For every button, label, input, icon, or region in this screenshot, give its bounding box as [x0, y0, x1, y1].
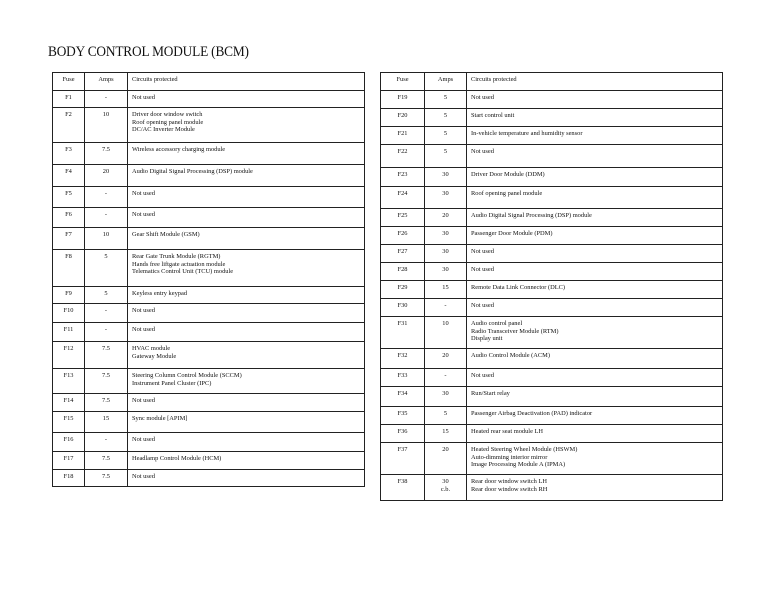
fuse-id: F13	[53, 369, 85, 394]
circuits-protected	[467, 245, 723, 263]
fuse-amps: 7.5	[85, 470, 128, 487]
fuse-id: F5	[53, 187, 85, 208]
circuit-line: Remote Data Link Connector (DLC)	[471, 284, 566, 291]
table-row	[381, 349, 723, 369]
fuse-id: F36	[381, 425, 425, 443]
circuits-protected	[128, 287, 365, 304]
circuit-line: Keyless entry keypad	[132, 290, 188, 297]
circuit-line: Wireless accessory charging module	[132, 146, 226, 153]
circuit-line: Not used	[471, 302, 494, 309]
fuse-id: F18	[53, 470, 85, 487]
circuits-protected	[467, 299, 723, 317]
circuit-line: Not used	[132, 397, 155, 404]
circuit-line: Not used	[471, 372, 494, 379]
circuit-line: Radio Transceiver Module (RTM)	[471, 327, 559, 335]
fuse-id: F28	[381, 263, 425, 281]
circuits-protected	[128, 470, 365, 487]
fuse-id: F20	[381, 109, 425, 127]
circuits-protected	[467, 425, 723, 443]
table-row	[381, 317, 723, 349]
fuse-id: F30	[381, 299, 425, 317]
header-amps: Amps	[85, 73, 128, 91]
fuse-amps: 5	[425, 109, 467, 127]
circuits-protected	[128, 208, 365, 228]
fuse-id: F23	[381, 168, 425, 187]
fuse-amps: 30	[425, 227, 467, 245]
circuit-line: Run/Start relay	[471, 390, 510, 397]
circuits-protected	[128, 412, 365, 433]
table-row	[53, 208, 365, 228]
circuits-protected	[467, 443, 723, 475]
circuits-protected	[467, 209, 723, 227]
table-row	[53, 304, 365, 323]
fuse-amps: 30	[425, 168, 467, 187]
circuit-line: Not used	[132, 211, 155, 218]
header-circuits: Circuits protected	[128, 73, 365, 91]
circuit-line: Not used	[132, 94, 155, 101]
table-row	[53, 250, 365, 287]
circuit-line: Not used	[471, 266, 494, 273]
fuse-id: F14	[53, 394, 85, 412]
fuse-amps: 20	[425, 349, 467, 369]
circuit-line: Passenger Airbag Deactivation (PAD) indicator	[471, 410, 593, 417]
fuse-id: F6	[53, 208, 85, 228]
fuse-amps: -	[85, 433, 128, 452]
fuse-id: F31	[381, 317, 425, 349]
page-title: BODY CONTROL MODULE (BCM)	[48, 44, 249, 60]
table-row	[53, 108, 365, 143]
fuse-id: F3	[53, 143, 85, 165]
circuit-line: Steering Column Control Module (SCCM)	[132, 372, 242, 379]
circuits-protected	[467, 127, 723, 145]
fuse-id: F19	[381, 91, 425, 109]
fuse-amps: 7.5	[85, 143, 128, 165]
fuse-id: F35	[381, 407, 425, 425]
table-row	[53, 287, 365, 304]
circuit-line: In-vehicle temperature and humidity sensor	[471, 130, 583, 137]
circuit-line: Start control unit	[471, 112, 515, 119]
fuse-amps: 10	[85, 228, 128, 250]
fuse-table-left-body	[53, 91, 365, 487]
fuse-id: F27	[381, 245, 425, 263]
circuit-line: Driver door window switch	[132, 111, 203, 118]
fuse-table-right	[380, 72, 723, 501]
fuse-amps: 30	[425, 387, 467, 407]
fuse-amps: -	[85, 187, 128, 208]
circuits-protected	[128, 165, 365, 187]
circuits-protected	[467, 369, 723, 387]
circuit-line: Sync module [APIM]	[132, 415, 188, 422]
table-row	[53, 187, 365, 208]
header-fuse: Fuse	[53, 73, 85, 91]
fuse-amps: -	[85, 208, 128, 228]
table-row	[381, 209, 723, 227]
circuits-protected	[128, 369, 365, 394]
fuse-amps: -	[85, 91, 128, 108]
circuits-protected	[128, 304, 365, 323]
circuits-protected	[128, 143, 365, 165]
fuse-id: F17	[53, 452, 85, 470]
circuit-line: Not used	[471, 148, 494, 155]
table-row	[53, 165, 365, 187]
table-row	[381, 168, 723, 187]
circuit-line: Not used	[132, 326, 155, 333]
circuits-protected	[467, 317, 723, 349]
circuits-protected	[128, 250, 365, 287]
table-header-row	[53, 73, 365, 91]
circuits-protected	[467, 263, 723, 281]
fuse-id: F22	[381, 145, 425, 168]
circuit-line: Heated rear seat module LH	[471, 428, 544, 435]
circuit-line: Auto-dimming interior mirror	[471, 453, 548, 461]
circuit-line: Not used	[471, 248, 494, 255]
fuse-amps: 5	[425, 407, 467, 425]
circuit-line: Not used	[471, 94, 494, 101]
fuse-id: F16	[53, 433, 85, 452]
circuit-line: Heated Steering Wheel Module (HSWM)	[471, 446, 578, 453]
table-row	[381, 127, 723, 145]
circuit-line: Driver Door Module (DDM)	[471, 171, 545, 178]
circuit-line: Display unit	[471, 335, 503, 343]
table-row	[381, 443, 723, 475]
table-row	[53, 433, 365, 452]
fuse-amps: 7.5	[85, 394, 128, 412]
fuse-id: F29	[381, 281, 425, 299]
circuits-protected	[128, 108, 365, 143]
circuit-line: Image Processing Module A (IPMA)	[471, 461, 566, 469]
fuse-amps: 5	[85, 287, 128, 304]
circuit-line: Audio control panel	[471, 320, 523, 327]
table-row	[53, 143, 365, 165]
fuse-amps: 20	[85, 165, 128, 187]
table-row	[381, 187, 723, 209]
fuse-id: F38	[381, 475, 425, 501]
table-row	[381, 227, 723, 245]
fuse-amps: 5	[425, 91, 467, 109]
circuits-protected	[128, 91, 365, 108]
circuit-line: Not used	[132, 190, 155, 197]
circuit-line: Roof opening panel module	[132, 118, 204, 126]
fuse-amps: 5	[425, 145, 467, 168]
circuits-protected	[128, 228, 365, 250]
circuits-protected	[467, 187, 723, 209]
fuse-id: F25	[381, 209, 425, 227]
fuse-amps: 30 c.b.	[425, 475, 467, 501]
circuit-line: Headlamp Control Module (HCM)	[132, 455, 222, 462]
fuse-table-left	[52, 72, 365, 487]
circuit-line: Audio Control Module (ACM)	[471, 352, 550, 359]
fuse-amps: 7.5	[85, 452, 128, 470]
fuse-amps: 7.5	[85, 342, 128, 369]
fuse-amps: -	[425, 369, 467, 387]
table-row	[53, 228, 365, 250]
circuit-line: Not used	[132, 473, 155, 480]
circuits-protected	[467, 109, 723, 127]
fuse-id: F7	[53, 228, 85, 250]
circuit-line: Not used	[132, 307, 155, 314]
fuse-id: F26	[381, 227, 425, 245]
circuits-protected	[467, 227, 723, 245]
table-row	[381, 281, 723, 299]
fuse-id: F8	[53, 250, 85, 287]
fuse-id: F24	[381, 187, 425, 209]
table-row	[381, 245, 723, 263]
circuits-protected	[128, 342, 365, 369]
circuit-line: Passenger Door Module (PDM)	[471, 230, 553, 237]
header-amps: Amps	[425, 73, 467, 91]
fuse-id: F12	[53, 342, 85, 369]
fuse-amps: 30	[425, 245, 467, 263]
table-header-row	[381, 73, 723, 91]
table-row	[53, 412, 365, 433]
circuit-line: Telematics Control Unit (TCU) module	[132, 268, 234, 276]
circuits-protected	[467, 168, 723, 187]
circuit-line: Not used	[132, 436, 155, 443]
fuse-amps: 30	[425, 263, 467, 281]
circuit-line: Rear door window switch RH	[471, 485, 548, 493]
circuits-protected	[467, 91, 723, 109]
circuit-line: Rear Gate Trunk Module (RGTM)	[132, 253, 221, 260]
table-row	[53, 452, 365, 470]
circuit-line: Hands free liftgate actuation module	[132, 260, 226, 268]
circuits-protected	[128, 452, 365, 470]
circuits-protected	[467, 145, 723, 168]
fuse-id: F21	[381, 127, 425, 145]
fuse-id: F34	[381, 387, 425, 407]
fuse-table-right-body	[381, 91, 723, 501]
fuse-id: F4	[53, 165, 85, 187]
table-row	[381, 299, 723, 317]
table-row	[53, 394, 365, 412]
fuse-id: F1	[53, 91, 85, 108]
circuits-protected	[128, 394, 365, 412]
circuits-protected	[128, 433, 365, 452]
table-row	[381, 263, 723, 281]
header-fuse: Fuse	[381, 73, 425, 91]
fuse-id: F10	[53, 304, 85, 323]
circuits-protected	[467, 475, 723, 501]
fuse-amps: 10	[85, 108, 128, 143]
fuse-amps: 20	[425, 443, 467, 475]
table-row	[53, 470, 365, 487]
circuits-protected	[128, 187, 365, 208]
circuits-protected	[128, 323, 365, 342]
fuse-id: F33	[381, 369, 425, 387]
circuit-line: Audio Digital Signal Processing (DSP) module	[132, 168, 253, 175]
circuits-protected	[467, 387, 723, 407]
circuit-line: Instrument Panel Cluster (IPC)	[132, 379, 212, 387]
fuse-amps: 5	[425, 127, 467, 145]
circuits-protected	[467, 281, 723, 299]
fuse-amps: 20	[425, 209, 467, 227]
table-row	[53, 323, 365, 342]
fuse-id: F15	[53, 412, 85, 433]
table-row	[381, 109, 723, 127]
table-row	[381, 145, 723, 168]
fuse-amps: 15	[85, 412, 128, 433]
table-row	[53, 369, 365, 394]
fuse-amps: 10	[425, 317, 467, 349]
circuits-protected	[467, 407, 723, 425]
table-row	[381, 387, 723, 407]
fuse-id: F2	[53, 108, 85, 143]
fuse-amps: -	[85, 323, 128, 342]
fuse-id: F9	[53, 287, 85, 304]
circuits-protected	[467, 349, 723, 369]
header-circuits: Circuits protected	[467, 73, 723, 91]
circuit-line: Roof opening panel module	[471, 190, 543, 197]
fuse-amps: 15	[425, 425, 467, 443]
fuse-id: F11	[53, 323, 85, 342]
fuse-amps: -	[85, 304, 128, 323]
table-row	[53, 342, 365, 369]
circuit-line: Gateway Module	[132, 352, 177, 360]
fuse-amps: 7.5	[85, 369, 128, 394]
circuit-line: Gear Shift Module (GSM)	[132, 231, 200, 238]
circuit-line: Rear door window switch LH	[471, 478, 547, 485]
table-row	[381, 91, 723, 109]
fuse-amps: 5	[85, 250, 128, 287]
fuse-amps: -	[425, 299, 467, 317]
fuse-id: F32	[381, 349, 425, 369]
fuse-amps: 15	[425, 281, 467, 299]
table-row	[381, 475, 723, 501]
fuse-id: F37	[381, 443, 425, 475]
table-row	[381, 369, 723, 387]
table-row	[381, 425, 723, 443]
table-row	[381, 407, 723, 425]
fuse-amps: 30	[425, 187, 467, 209]
circuit-line: DC/AC Inverter Module	[132, 126, 195, 134]
circuit-line: Audio Digital Signal Processing (DSP) module	[471, 212, 592, 219]
circuit-line: HVAC module	[132, 345, 171, 352]
table-row	[53, 91, 365, 108]
